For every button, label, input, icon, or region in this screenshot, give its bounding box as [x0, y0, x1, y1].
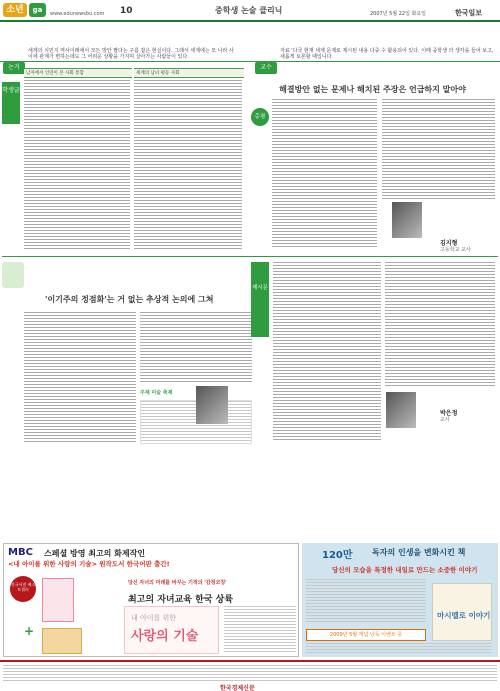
dvd-case [42, 628, 82, 654]
marshmallow-book-ad[interactable] [302, 543, 498, 657]
page-footer [0, 660, 500, 691]
ad1-fineprint [224, 606, 296, 654]
critique-col1 [272, 99, 377, 249]
ad2-sub: 당신의 모습을 특정한 내일로 만드는 소중한 이야기 [332, 566, 478, 574]
page-number: 10 [120, 6, 133, 16]
intro-text-left: 세계의 식민지 역사이래에서 모든 방안 팔다는 구름 잡은 현실이다. 그래서 세계에는 모 나라 사이에 관계가 변하는데도 그 어려운 상황을 가지며 살아가는 사람들이 있다. [28, 48, 234, 60]
passage-col2 [385, 262, 495, 387]
debate-icon [2, 262, 24, 288]
event-banner[interactable]: 2009년 5월 개념 낭독 이벤트 중 [306, 629, 426, 641]
column2-title: 세계의 남녀 평등 사회 [134, 68, 244, 78]
section-logo: ga [29, 3, 46, 17]
book-title-big: 사랑의 기술 [131, 629, 199, 644]
critique-col2 [382, 99, 495, 199]
author2-role: 교사 [440, 417, 450, 423]
mbc-book-ad[interactable] [3, 543, 299, 657]
debate-headline: '이기주의 정점화'는 거 없는 추상적 논의에 그쳐 [45, 295, 214, 304]
critique-headline: 해결방안 없는 문제나 해치된 주장은 언급하지 말아야 [279, 85, 466, 94]
ad1-promo: 당신 자녀의 미래를 바꾸는 기적의 '감정코칭' [128, 580, 227, 586]
plus-sign: + [24, 624, 35, 638]
page-header [0, 0, 500, 22]
column2-body [134, 80, 242, 250]
paper-name: 한국일보 [455, 9, 483, 17]
reader-count: 120만 [322, 550, 353, 561]
section-divider [2, 256, 498, 257]
book-cover-large [124, 606, 219, 654]
ad2-fineprint [306, 643, 491, 655]
author-photo [392, 202, 422, 238]
intro-strip [0, 26, 500, 71]
ad1-title: 스페셜 방영 최고의 화제작인 [44, 549, 146, 558]
intro-text-right: 자료 '다국 현재 세계 문제로 제시된 내용 다중 수 활용되어 있다. 이때 중학생 의 생각을 들어 보고, 새롭게 토론할 때입니다. [280, 48, 494, 60]
author-name: 김지형 [440, 240, 458, 247]
section-title: 중학생 논술 클리닉 [215, 6, 283, 15]
marshmallow-book [432, 583, 492, 641]
bestseller-badge: 전국서점 베스트셀러 [10, 576, 36, 602]
book-title-small: 내 아이를 위한 [131, 614, 177, 622]
ad2-body [306, 579, 426, 623]
column1-body [24, 80, 130, 250]
publisher-name: 한국경제신문 [220, 685, 255, 691]
debate-col2 [140, 312, 252, 382]
header-rule [0, 20, 500, 22]
column1-title: 남자에서 인연이 본 사회 통합 [24, 68, 132, 78]
footer-fineprint [3, 665, 497, 681]
intro-badge-right: 교수 [255, 62, 277, 74]
issue-date: 2007년 5월 22일 화요일 [370, 11, 427, 17]
author2-name: 박은정 [440, 410, 458, 417]
passage-col1 [273, 262, 381, 442]
site-url[interactable]: www.edunewsbu.com [50, 11, 105, 17]
debate-col1 [24, 312, 136, 444]
newspaper-logo[interactable]: 소년 [3, 3, 27, 17]
side-caption: 주제 미술 축제 [140, 390, 173, 396]
author2-photo [386, 392, 416, 428]
ad2-headline: 독자의 인생을 변화시킨 책 [372, 548, 466, 557]
mbc-logo: MBC [8, 547, 33, 558]
book-cover-small [42, 578, 74, 622]
ad1-subtitle: <내 아이를 위한 사랑의 기술> 원작도서 한국어판 출간! [8, 560, 170, 568]
student-essay-label: 학생글 [2, 82, 20, 124]
intro-badge-left: 논거 [3, 62, 25, 74]
passage-badge: 제시문 [251, 262, 269, 337]
teacher-photo-left [196, 386, 228, 424]
critique-badge: 총평 [251, 108, 269, 126]
ad1-tagline: 최고의 자녀교육 한국 상륙 [128, 595, 234, 605]
author-role: 고등학교 교사 [440, 247, 471, 253]
ad2-book-title: 마시멜로 이야기 [437, 611, 491, 620]
